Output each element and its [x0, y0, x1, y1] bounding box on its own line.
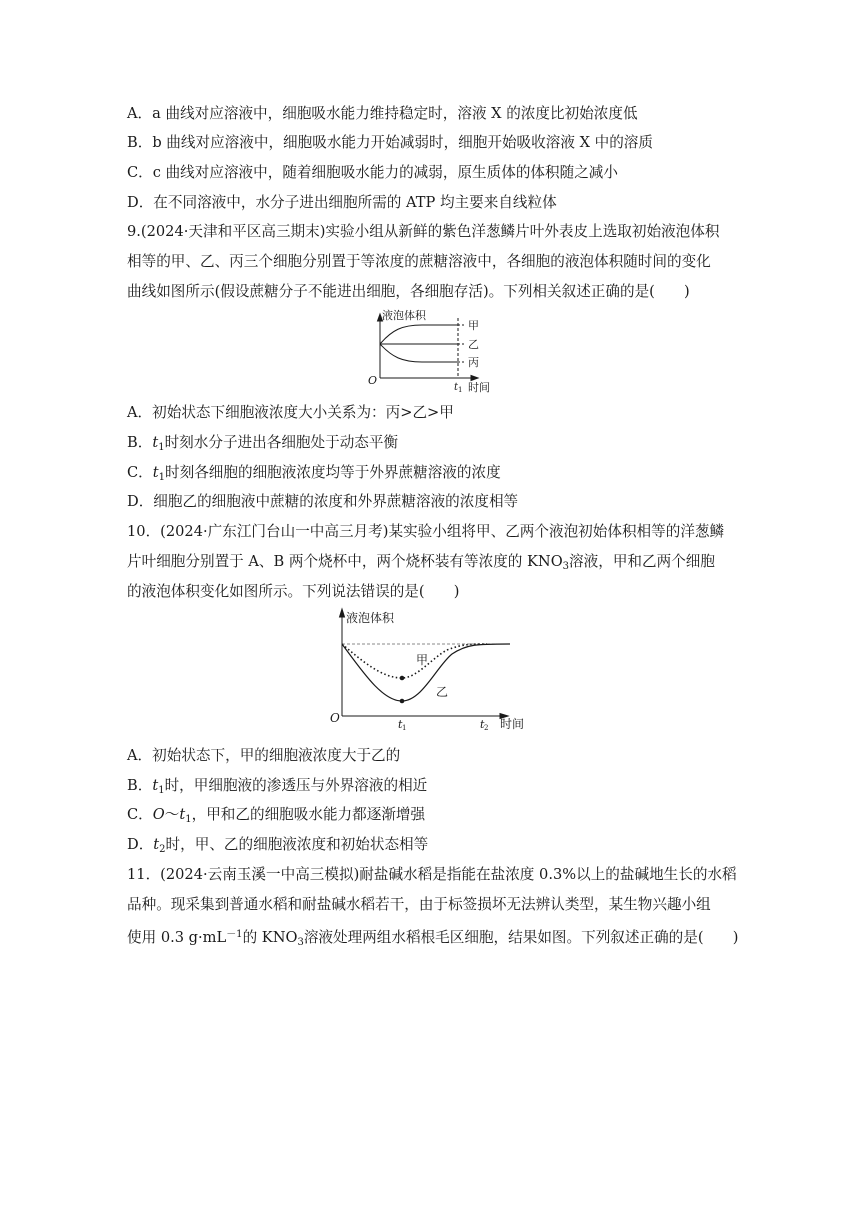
q9-curve-bing-label: 丙 [468, 356, 479, 369]
q10-t1-label: t [398, 718, 403, 731]
q10-t2-sub: 2 [484, 724, 489, 732]
q9-option-b: B．$t_1$时刻水分子进出各细胞处于动态平衡 [127, 434, 399, 453]
q10-x-axis-label: 时间 [500, 717, 525, 731]
q9-option-d: D．细胞乙的细胞液中蔗糖的浓度和外界蔗糖溶液的浓度相等 [127, 493, 519, 510]
q9-y-axis-label: 液泡体积 [382, 309, 426, 322]
q10-curve-jia-label: 甲 [416, 653, 429, 667]
q10-y-axis-label: 液泡体积 [346, 611, 395, 625]
q10-stem-line1: 10．(2024·广东江门台山一中高三月考)某实验小组将甲、乙两个液泡初始体积相等的洋葱鳞 [127, 523, 725, 540]
q9-origin-label: O [368, 374, 378, 387]
q11-stem-line2: 品种。现采集到普通水稻和耐盐碱水稻若干，由于标签损坏无法辨认类型，某生物兴趣小组 [127, 896, 711, 913]
q9-stem-line2: 相等的甲、乙、丙三个细胞分别置于等浓度的蔗糖溶液中，各细胞的液泡体积随时间的变化 [127, 253, 711, 270]
q10-t2-label: t [480, 718, 485, 731]
q8-option-d: D．在不同溶液中，水分子进出细胞所需的 ATP 均主要来自线粒体 [127, 194, 557, 211]
q8-option-c: C．c 曲线对应溶液中，随着细胞吸水能力的减弱，原生质体的体积随之减小 [127, 164, 618, 181]
q10-option-a: A．初始状态下，甲的细胞液浓度大于乙的 [127, 747, 401, 764]
q10-figure [322, 606, 532, 734]
q9-curve-yi-label: 乙 [468, 338, 479, 351]
q10-option-c: C．$O\sim t_1$，甲和乙的细胞吸水能力都逐渐增强 [127, 806, 426, 825]
q11-stem-line1: 11．(2024·云南玉溪一中高三模拟)耐盐碱水稻是指能在盐浓度 0.3%以上的盐碱地生长的水稻 [127, 866, 737, 883]
q9-stem-line1: 9.(2024·天津和平区高三期末)实验小组从新鲜的紫色洋葱鳞片叶外表皮上选取初始液泡体积 [127, 223, 720, 240]
q9-figure [362, 306, 502, 396]
q10-option-d: D．$t_2$时，甲、乙的细胞液浓度和初始状态相等 [127, 836, 429, 855]
q9-stem-line3: 曲线如图所示(假设蔗糖分子不能进出细胞，各细胞存活)。下列相关叙述正确的是( ) [127, 283, 690, 300]
q9-curve-jia-label: 甲 [468, 319, 479, 332]
q9-x-axis-label: 时间 [468, 381, 490, 394]
q10-origin-label: O [330, 711, 340, 725]
q10-curve-yi-label: 乙 [436, 685, 449, 699]
q8-option-a: A．a 曲线对应溶液中，细胞吸水能力维持稳定时，溶液 X 的浓度比初始浓度低 [127, 105, 638, 122]
q9-t1-sub: 1 [458, 386, 463, 394]
q11-stem-line3: 使用 0.3 $g\cdot mL^{-1}$的 $KNO_3$溶液处理两组水稻根毛区细胞，结果如图。下列叙述正确的是( ) [127, 929, 739, 948]
q10-stem-line2: 片叶细胞分别置于 A、B 两个烧杯中，两个烧杯装有等浓度的 $KNO_3$溶液，甲和乙两个细胞 [127, 553, 715, 572]
q10-stem-line3: 的液泡体积变化如图所示。下列说法错误的是( ) [127, 583, 460, 600]
q9-t1-label: t [454, 382, 459, 393]
q8-option-b: B．b 曲线对应溶液中，细胞吸水能力开始减弱时，细胞开始吸收溶液 X 中的溶质 [127, 134, 653, 151]
q9-option-c: C．$t_1$时刻各细胞的细胞液浓度均等于外界蔗糖溶液的浓度 [127, 464, 501, 483]
q9-option-a: A．初始状态下细胞液浓度大小关系为：丙>乙>甲 [127, 404, 454, 421]
q10-option-b: B．$t_1$时，甲细胞液的渗透压与外界溶液的相近 [127, 777, 428, 796]
q10-t1-sub: 1 [402, 724, 407, 732]
